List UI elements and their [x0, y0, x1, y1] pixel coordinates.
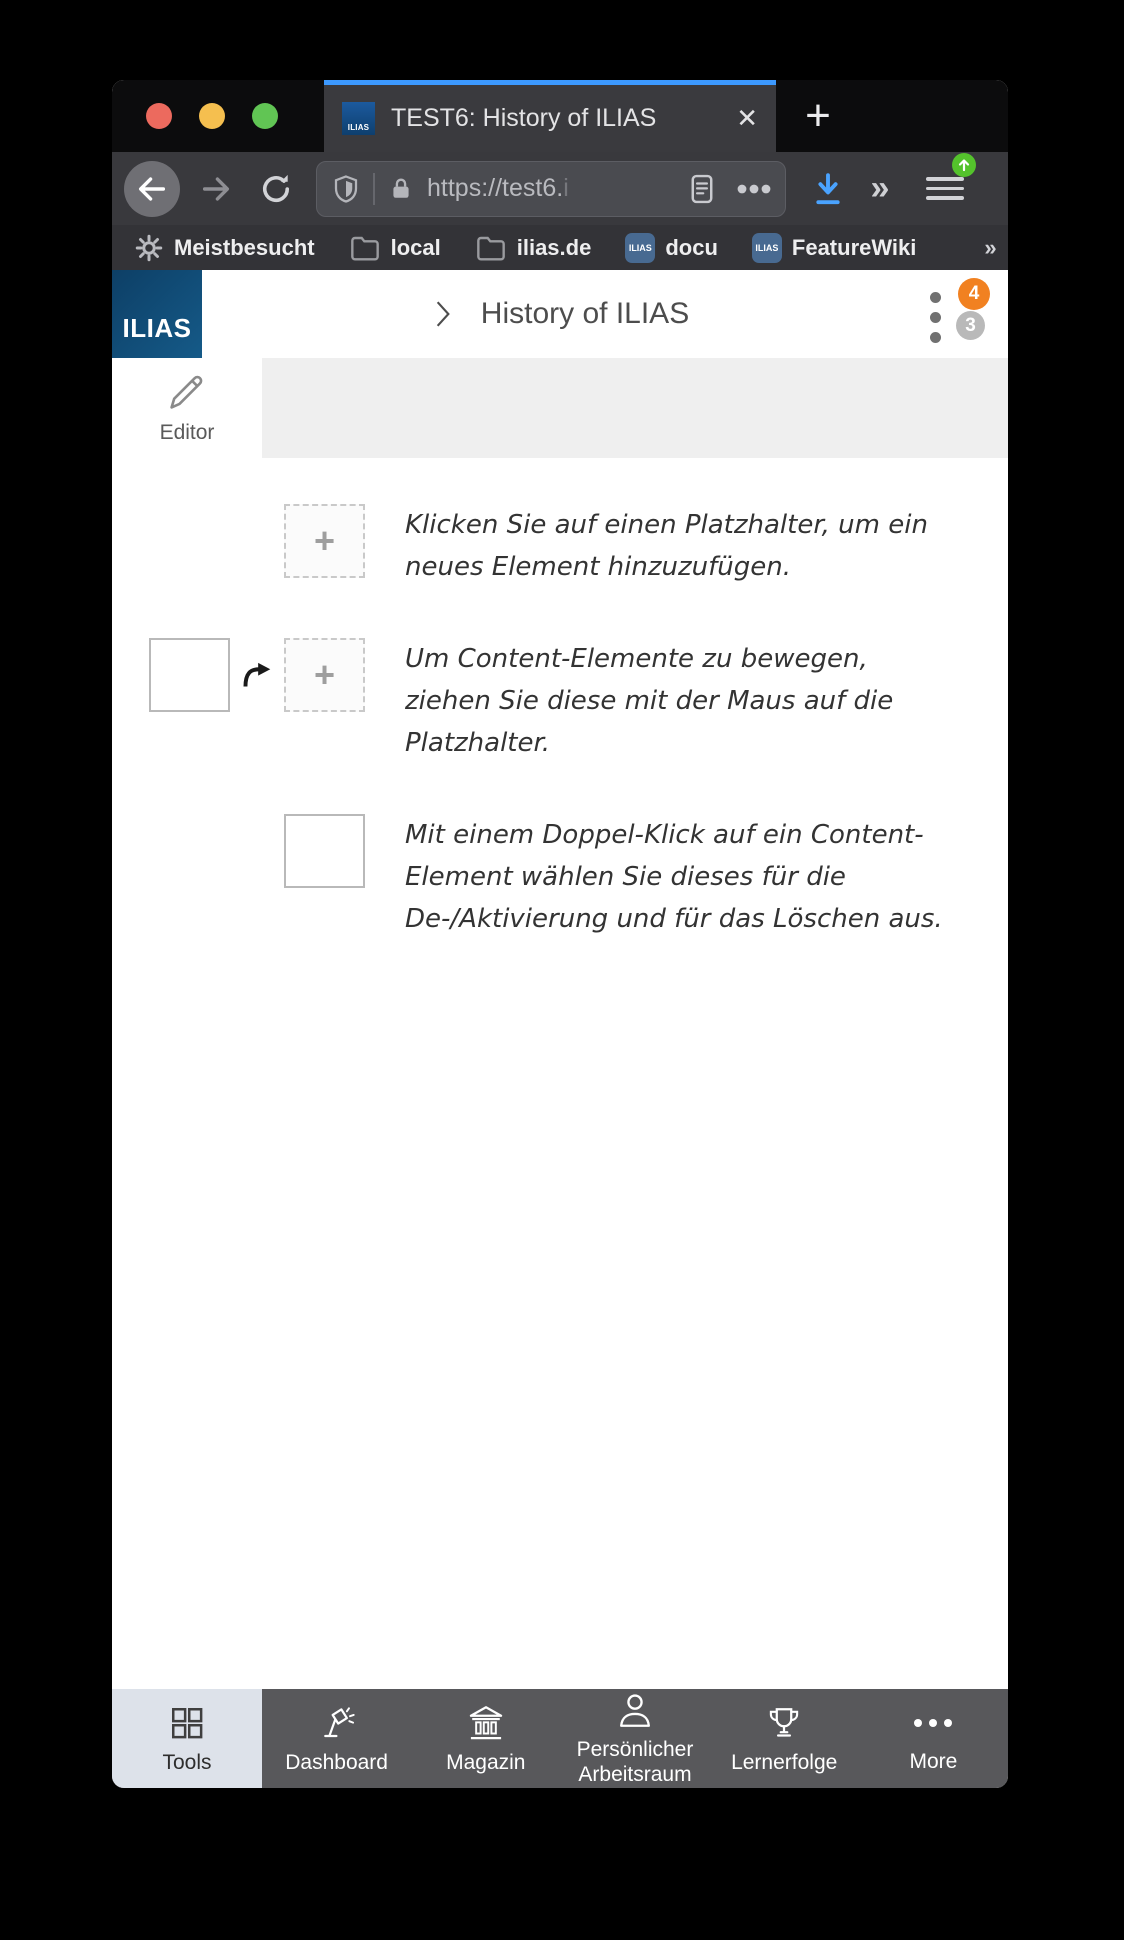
- tab-editor[interactable]: [112, 358, 262, 458]
- instruction-row-select: [112, 814, 1008, 940]
- bookmarks-overflow-button[interactable]: »: [984, 234, 997, 260]
- instruction-text: Mit einem Doppel-Klick auf ein Content-Element wählen Sie dieses für die De-/Aktivierung und für das Löschen aus.: [405, 820, 943, 934]
- bank-icon: [465, 1703, 507, 1743]
- instruction-text: Klicken Sie auf einen Platzhalter, um ein neues Element hinzuzufügen.: [405, 510, 928, 582]
- bookmark-featurewiki[interactable]: ILIAS FeatureWiki: [752, 233, 917, 263]
- bookmark-ilias-de[interactable]: ilias.de: [475, 234, 592, 262]
- url-text: https://test6.i: [427, 174, 569, 202]
- kebab-menu-icon[interactable]: [930, 292, 941, 343]
- reload-icon: [258, 171, 294, 207]
- nav-item-tools[interactable]: [112, 1689, 262, 1788]
- pencil-icon: [166, 371, 208, 413]
- title-bar: [112, 80, 1008, 152]
- minimize-window-button[interactable]: [199, 103, 225, 129]
- hamburger-menu-icon: [926, 171, 966, 206]
- reader-mode-icon[interactable]: [687, 173, 717, 205]
- instruction-row-add: [112, 504, 1008, 588]
- add-placeholder-box[interactable]: +: [284, 504, 365, 578]
- lock-icon[interactable]: [387, 175, 415, 203]
- reload-button[interactable]: [248, 171, 304, 207]
- window-controls: [146, 80, 278, 152]
- back-button[interactable]: [124, 161, 180, 217]
- tab-title: TEST6: History of ILIAS: [391, 104, 657, 132]
- instruction-row-move: [112, 638, 1008, 764]
- tools-grid-icon: [167, 1703, 207, 1743]
- tab-editor-label: Editor: [159, 421, 215, 444]
- page-content: [112, 458, 1008, 1689]
- ilias-logo[interactable]: ILIAS: [112, 270, 202, 358]
- nav-item-arbeitsraum[interactable]: Persönlicher Arbeitsraum: [560, 1689, 709, 1788]
- navigation-toolbar: [112, 152, 1008, 225]
- gear-icon: [134, 233, 164, 263]
- download-icon: [811, 171, 845, 207]
- ilias-icon: ILIAS: [752, 233, 782, 263]
- forward-arrow-icon: [199, 172, 233, 206]
- notification-badge[interactable]: 4: [958, 278, 990, 310]
- selectable-element-box[interactable]: [284, 814, 365, 888]
- up-arrow-icon: [957, 158, 971, 172]
- forward-button[interactable]: [188, 172, 244, 206]
- new-tab-button[interactable]: +: [805, 91, 831, 140]
- tab-favicon-icon: ILIAS: [342, 102, 375, 135]
- back-arrow-icon: [135, 172, 169, 206]
- urlbar-divider: [373, 173, 375, 205]
- bookmark-local[interactable]: local: [349, 234, 441, 262]
- browser-window: [112, 80, 1008, 1788]
- instruction-text: Um Content-Elemente zu bewegen, ziehen Sie diese mit der Maus auf die Platzhalter.: [405, 644, 894, 758]
- bookmark-meistbesucht[interactable]: Meistbesucht: [134, 233, 315, 263]
- nav-item-more[interactable]: More: [859, 1689, 1008, 1788]
- tab-close-icon[interactable]: ✕: [736, 103, 758, 133]
- zoom-window-button[interactable]: [252, 103, 278, 129]
- content-element-box[interactable]: [149, 638, 230, 712]
- lamp-icon: [316, 1703, 358, 1743]
- breadcrumb: [112, 270, 1008, 358]
- downloads-button[interactable]: [802, 171, 854, 207]
- ilias-page-header: [112, 270, 1008, 358]
- browser-tab[interactable]: [324, 80, 776, 152]
- nav-tools-label: Tools: [162, 1750, 212, 1774]
- nav-item-lernerfolge[interactable]: Lernerfolge: [710, 1689, 859, 1788]
- ellipsis-icon: [914, 1704, 952, 1742]
- bottom-nav-bar: [112, 1689, 1008, 1788]
- close-window-button[interactable]: [146, 103, 172, 129]
- page-actions-icon[interactable]: [737, 183, 771, 195]
- url-bar[interactable]: [316, 161, 786, 217]
- ilias-icon: ILIAS: [625, 233, 655, 263]
- move-arrow-icon: [242, 660, 272, 690]
- drop-placeholder-box[interactable]: +: [284, 638, 365, 712]
- app-menu-button[interactable]: [920, 171, 972, 206]
- person-icon: [614, 1690, 656, 1730]
- update-available-badge: [952, 153, 976, 177]
- nav-item-dashboard[interactable]: Dashboard: [262, 1689, 411, 1788]
- tracking-shield-icon[interactable]: [331, 174, 361, 204]
- tool-tab-bar: [112, 358, 1008, 458]
- bookmark-docu[interactable]: ILIAS docu: [625, 233, 718, 263]
- chevron-right-icon: [431, 299, 455, 329]
- trophy-icon: [763, 1703, 805, 1743]
- nav-item-magazin[interactable]: Magazin: [411, 1689, 560, 1788]
- page-title[interactable]: History of ILIAS: [480, 297, 690, 330]
- bookmarks-bar: [112, 225, 1008, 270]
- folder-icon: [475, 234, 507, 262]
- secondary-badge[interactable]: 3: [956, 311, 985, 340]
- folder-icon: [349, 234, 381, 262]
- toolbar-overflow-button[interactable]: »: [870, 169, 890, 207]
